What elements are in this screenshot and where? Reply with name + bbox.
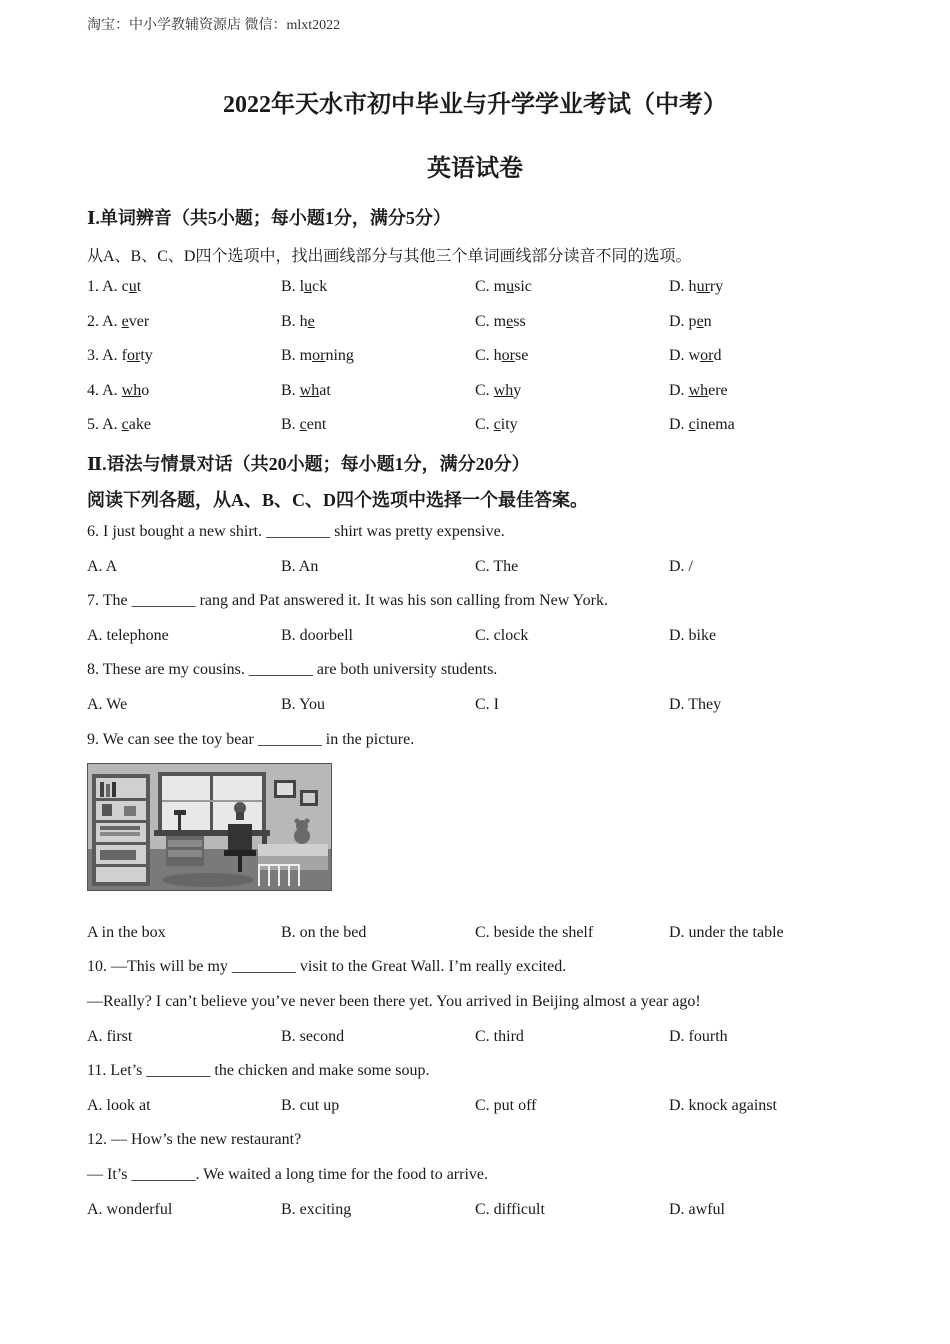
question-1-options (87, 278, 887, 300)
option-d: D. under the table (669, 924, 784, 941)
question-5-options (87, 416, 887, 438)
option-d: D. fourth (669, 1028, 728, 1045)
question-3-options (87, 347, 887, 369)
option-a: A. wonderful (87, 1201, 173, 1218)
question-10-options (87, 1028, 887, 1050)
section-1-heading: Ⅰ.单词辨音（共5小题；每小题1分，满分5分） (87, 208, 451, 228)
document-subtitle: 英语试卷 (427, 156, 523, 182)
option-c: C. clock (475, 627, 529, 644)
option-b: B. what (281, 382, 331, 399)
option-b: B. doorbell (281, 627, 353, 644)
question-6-stem: 6. I just bought a new shirt. ________ shirt was pretty expensive. (87, 523, 505, 540)
option-d: D. word (669, 347, 722, 364)
option-a: 1. A. cut (87, 278, 142, 295)
question-12-stem: 12. — How’s the new restaurant? (87, 1131, 302, 1148)
option-d: D. where (669, 382, 728, 399)
option-a: A. look at (87, 1097, 151, 1114)
section-1-instruction: 从A、B、C、D四个选项中，找出画线部分与其他三个单词画线部分读音不同的选项。 (87, 248, 692, 265)
question-10-stem: 10. —This will be my ________ visit to the Great Wall. I’m really excited. (87, 958, 567, 975)
question-8-options (87, 696, 887, 718)
option-c: C. The (475, 558, 519, 575)
option-d: D. They (669, 696, 722, 713)
question-9-options (87, 924, 887, 946)
option-b: B. cent (281, 416, 327, 433)
document-title: 2022年天水市初中毕业与升学学业考试（中考） (223, 92, 727, 118)
option-c: C. horse (475, 347, 529, 364)
question-12-stem-reply: — It’s ________. We waited a long time for the food to arrive. (87, 1166, 488, 1183)
option-c: C. third (475, 1028, 524, 1045)
option-a: A. first (87, 1028, 133, 1045)
option-a: 2. A. ever (87, 313, 150, 330)
option-c: C. music (475, 278, 532, 295)
header-note: 淘宝：中小学教辅资源店 微信：mlxt2022 (87, 18, 341, 33)
question-7-options (87, 627, 887, 649)
option-b: B. second (281, 1028, 345, 1045)
question-11-options (87, 1097, 887, 1119)
option-b: B. morning (281, 347, 354, 364)
question-11-stem: 11. Let’s ________ the chicken and make some soup. (87, 1062, 430, 1079)
option-d: D. hurry (669, 278, 724, 295)
option-a: A. telephone (87, 627, 169, 644)
option-c: C. why (475, 382, 522, 399)
option-a: 5. A. cake (87, 416, 151, 433)
option-c: C. put off (475, 1097, 537, 1114)
section-2-instruction: 阅读下列各题，从A、B、C、D四个选项中选择一个最佳答案。 (87, 490, 589, 510)
option-a: 3. A. forty (87, 347, 153, 364)
option-c: C. beside the shelf (475, 924, 594, 941)
option-a: 4. A. who (87, 382, 150, 399)
option-d: D. bike (669, 627, 717, 644)
option-b: B. cut up (281, 1097, 340, 1114)
question-7-stem: 7. The ________ rang and Pat answered it. It was his son calling from New York. (87, 592, 608, 609)
question-12-options (87, 1201, 887, 1223)
question-8-stem: 8. These are my cousins. ________ are both university students. (87, 661, 498, 678)
option-c: C. mess (475, 313, 526, 330)
option-d: D. pen (669, 313, 712, 330)
question-9-stem: 9. We can see the toy bear ________ in the picture. (87, 731, 415, 748)
option-b: B. You (281, 696, 326, 713)
option-b: B. An (281, 558, 319, 575)
question-4-options (87, 382, 887, 404)
section-2-heading: Ⅱ.语法与情景对话（共20小题；每小题1分，满分20分） (87, 454, 530, 474)
option-b: B. luck (281, 278, 328, 295)
question-10-stem-reply: —Really? I can’t believe you’ve never been there yet. You arrived in Beijing almost a year ago! (87, 993, 701, 1010)
option-a: A. We (87, 696, 128, 713)
option-a: A in the box (87, 924, 166, 941)
option-d: D. knock against (669, 1097, 777, 1114)
option-d: D. cinema (669, 416, 735, 433)
option-d: D. awful (669, 1201, 725, 1218)
option-d: D. / (669, 558, 693, 575)
option-a: A. A (87, 558, 118, 575)
question-2-options (87, 313, 887, 335)
question-6-options (87, 558, 887, 580)
bedroom-picture (87, 763, 332, 891)
option-b: B. on the bed (281, 924, 367, 941)
option-b: B. exciting (281, 1201, 352, 1218)
option-c: C. difficult (475, 1201, 545, 1218)
option-c: C. city (475, 416, 518, 433)
option-c: C. I (475, 696, 499, 713)
option-b: B. he (281, 313, 315, 330)
